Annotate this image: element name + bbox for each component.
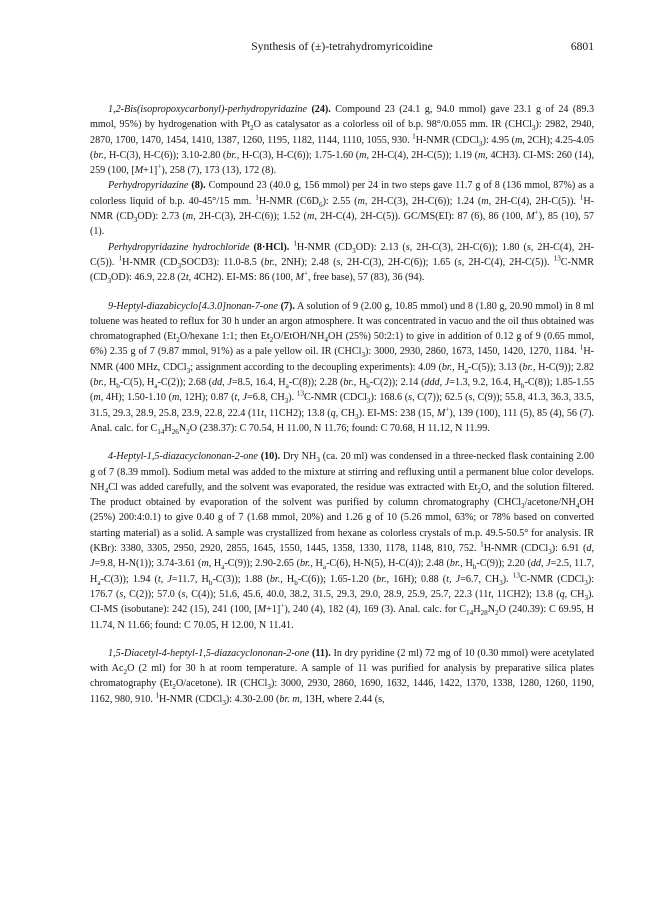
paragraph-gap [90, 286, 594, 299]
paragraph-body: Compound 23 (40.0 g, 156 mmol) per 24 in two steps gave 11.7 g of 8 (136 mmol, 87%) as a colorless liquid of b.p. 40-45°/15 mm. $^1$H-NMR $(C6D_6)$: 2.55 (m, 2H-C(3), 2H-C(6)); 1.24 (m, 2H-C(4), 2H-C(5)). $^1$H-NMR $(CD_3OD)$: 2.73 (m, 2H-C(3), 2H-C(6)); 1.52 (m, 2H-C(4), 2H-C(5)). GC/MS(EI): 87 (6), 86 (100, M+), 85 (10), 57 (1). [90, 180, 594, 238]
compound-heading-num: (8·HCl). [253, 241, 290, 253]
paragraph-body: In dry pyridine (2 ml) 72 mg of 10 (0.30 mmol) were acetylated with $Ac_2O$ (2 ml) for 30 h at room temperature. A sample of 11 was purified for analysis by preparative silica plates chromatography $(Et_2O/acetone)$. IR (CHCl$_3$): 3000, 2930, 2860, 1690, 1632, 1446, 1422, 1370, 1338, 1280, 1260, 1190, 1162, 980, 910. $^1$H-NMR (CDCl$_3$): 4.30-2.00 (br. m, 13H, where 2.44 (s, [90, 647, 595, 707]
compound-heading: 9-Heptyl-diazabicyclo[4.3.0]nonan-7-one [108, 300, 278, 312]
paragraph-gap [90, 633, 594, 646]
paragraph-compound-8-hcl [90, 240, 594, 286]
paragraph-body: A solution of 9 (2.00 g, 10.85 mmol) und 8 (1.80 g, 20.90 mmol) in 8 ml toluene was heated to reflux for 30 h under an argon atmosphere. It was concentrated in vacuo and the oil thus obtained was chromatographed ($Et_2O$/hexane 1:1; then $Et_2O/EtOH/NH_4OH$ (25%) 50:2:1) to give in addition of 0.12 g of 9 (0.65 mmol, 6%) 2.35 g of 7 (9.87 mmol, 91%) as a pale yellow oil. IR (CHCl$_3$): 3000, 2930, 2860, 1673, 1450, 1420, 1270, 1184. $^1$H-NMR (400 MHz, CDCl$_3$; assignment according to the decoupling experiments): 4.09 (br., $H_a-C(5)$); 3.13 (br., H-C(9)); 2.82 (br., $H_b-C(5)$, $H_a-C(2)$); 2.68 (dd, J=8.5, 16.4, $H_a-C(8)$); 2.28 (br., $H_b-C(2)$); 2.14 (ddd, J=1.3, 9.2, 16.4, $H_b-C(8)$); 1.85-1.55 (m, 4H); 1.50-1.10 (m, 12H); 0.87 (t, J=6.8, $CH_3$). $^{13}$C-NMR (CDCl$_3$): 168.6 (s, C(7)); 62.5 (s, C(9)); 55.8, 41.3, 36.3, 33.5, 31.5, 29.3, 28.9, 25.8, 23.9, 22.8, 22.4 (11t, 11CH2); 13.8 (q, $CH_3$). EI-MS: 238 (15, M+), 139 (100), 111 (5), 85 (4), 56 (7). Anal. calc. for $C_{14}H_{26}N_2O$ (238.37): C 70.54, H 11.00, N 11.76; found: C 70.68, H 11.12, N 11.99. [90, 300, 595, 436]
compound-heading-num: (11). [311, 647, 331, 659]
compound-heading: 1,5-Diacetyl-4-heptyl-1,5-diazacyclononan-2-one [108, 647, 310, 659]
paragraph-compound-24 [90, 102, 594, 178]
page-number: 6801 [570, 40, 594, 53]
paragraph-compound-7 [90, 299, 594, 437]
compound-heading: 1,2-Bis(isopropoxycarbonyl)-perhydropyridazine [108, 104, 307, 115]
compound-heading-num: (7). [280, 300, 295, 312]
compound-heading-num: (8). [191, 180, 206, 192]
paragraph-compound-8 [90, 178, 594, 239]
running-header [90, 40, 594, 56]
paragraph-compound-11 [90, 646, 594, 707]
compound-heading: Perhydropyridazine [108, 180, 189, 192]
paragraph-body: Dry $NH_3$ (ca. 20 ml) was condensed in a three-necked flask containing 2.00 g of 7 (8.39 mmol). Sodium metal was added to the mixture at stirring and refluxing until a permanent blue color develops. $NH_4Cl$ was added carefully, and the solvent was evaporated, the residue was extracted with $Et_2O$, and the solution filtered. The product obtained by evaporation of the solvent was purified by column chromatography ($CHCl_3/acetone/NH_4OH$ (25%) 200:4:0.1) to give 0.40 g of 7 (1.68 mmol, 20%) and 1.26 g of 10 (5.26 mmol, 63%; or 78% based on converted starting material) as a solid. A sample was crystallized from hexane as colorless crystals of m.p. 49.5-50.5° for analysis. IR (KBr): 3380, 3305, 2950, 2920, 2855, 1645, 1550, 1445, 1358, 1330, 1178, 1148, 810, 752. $^1$H-NMR (CDCl$_3$): 6.91 (d, J=9.8, H-N(1)); 3.74-3.61 (m, $H_a-C(9)$); 2.90-2.65 (br., $H_a-C(6)$, H-N(5), H-C(4)); 2.48 (br., $H_b-C(9)$); 2.20 (dd, J=2.5, 11.7, $H_a-C(3)$); 1.94 (t, J=11.7, $H_b-C(3)$); 1.88 (br., $H_b-C(6)$); 1.65-1.20 (br., 16H); 0.88 (t, J=6.7, $CH_3$). $^{13}$C-NMR (CDCl$_3$): 176.7 (s, C(2)); 57.0 (s, C(4)); 51.6, 45.6, 40.0, 38.2, 31.5, 29.3, 29.0, 28.9, 25.9, 25.7, 22.3 (11t, 11CH2); 13.8 (q, $CH_3$). CI-MS (isobutane): 242 (15), 241 (100, [M+1]+), 240 (4), 182 (4), 169 (3). Anal. calc. for $C_{14}H_{28}N_2O$ (240.39): C 69.95, H 11.74, N 11.66; found: C 70.05, H 12.00, N 11.41. [90, 451, 595, 631]
paragraph-gap [90, 436, 594, 449]
compound-heading-num: (24). [311, 104, 331, 115]
running-title: Synthesis of (±)-tetrahydromyricoidine [251, 40, 433, 53]
paragraph-compound-10 [90, 449, 594, 633]
paragraph-body: $^1$H-NMR $(CD_3OD)$: 2.13 (s, 2H-C(3), 2H-C(6)); 1.80 (s, 2H-C(4), 2H-C(5)). $^1$H-NMR $(CD_3SOCD3)$: 11.0-8.5 (br., 2NH); 2.48 (s, 2H-C(3), 2H-C(6)); 1.65 (s, 2H-C(4), 2H-C(5)). $^{13}$C-NMR $(CD_3OD)$: 46.9, 22.8 (2t, 4CH2). EI-MS: 86 (100, M+, free base), 57 (83), 36 (94). [90, 239, 595, 286]
compound-heading: Perhydropyridazine hydrochloride [108, 241, 250, 253]
compound-heading-num: (10). [260, 451, 281, 463]
paragraph-body: Compound 23 (24.1 g, 94.0 mmol) gave 23.1 g of 24 (89.3 mmol, 95%) by hydrogenation with $Pt_2O$ as catalysator as a colorless oil of b.p. 98°/0.055 mm. IR (CHCl$_3$): 2982, 2940, 2870, 1700, 1470, 1454, 1410, 1387, 1260, 1195, 1182, 1144, 1110, 1055, 930. $^1$H-NMR (CDCl$_3$): 4.95 (m, 2CH); 4.25-4.05 (br., H-C(3), H-C(6)); 3.10-2.80 (br., H-C(3), H-C(6)); 1.75-1.60 (m, 2H-C(4), 2H-C(5)); 1.19 (m, 4CH3). CI-MS: 260 (14), 259 (100, [M+1]+), 258 (7), 173 (13), 172 (8). [90, 104, 595, 177]
compound-heading: 4-Heptyl-1,5-diazacyclononan-2-one [108, 451, 258, 463]
